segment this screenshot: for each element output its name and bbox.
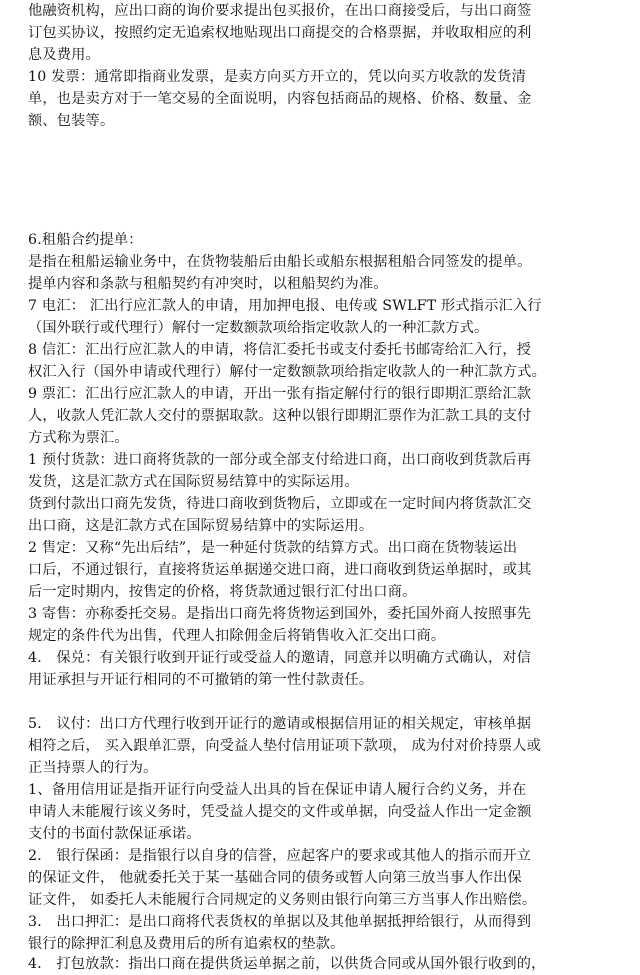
text-line: 是指在租船运输业务中，在货物装船后由船长或船东根据租船合同签发的提单。: [28, 254, 532, 270]
text-line: 相符之后， 买入跟单汇票，向受益人垫付信用证项下款项， 成为付对价持票人或: [28, 738, 541, 754]
text-line: 1、备用信用证是指开证行向受益人出具的旨在保证申请人履行合约义务，并在: [28, 782, 527, 798]
text-line: 7 电汇： 汇出行应汇款人的申请，用加押电报、电传或 SWLFT 形式指示汇入行: [28, 298, 542, 314]
text-line: 正当持票人的行为。: [28, 760, 158, 776]
text-line: 申请人未能履行该义务时，凭受益人提交的文件或单据，向受益人作出一定金额: [28, 804, 532, 820]
text-line: 4． 打包放款：指出口商在提供货运单据之前，以供货合同或从国外银行收到的，: [28, 956, 546, 972]
text-line: 额、包装等。: [28, 113, 115, 129]
text-line: 5． 议付：出口方代理行收到开证行的邀请或根据信用证的相关规定，审核单据: [28, 716, 532, 732]
text-line: 出口商，这是汇款方式在国际贸易结算中的实际运用。: [28, 518, 374, 534]
section-heading: 6.租船合约提单：: [28, 232, 143, 248]
text-line: 发货，这是汇款方式在国际贸易结算中的实际运用。: [28, 474, 359, 490]
text-line: 9 票汇：汇出行应汇款人的申请，开出一张有指定解付行的银行即期汇票给汇款: [28, 386, 532, 402]
text-line: 人，收款人凭汇款人交付的票据取款。这种以银行即期汇票作为汇款工具的支付: [28, 408, 532, 424]
text-line: 8 信汇：汇出行应汇款人的申请，将信汇委托书或支付委托书邮寄给汇入行，授: [28, 342, 532, 358]
text-line: 3 寄售：亦称委托交易。是指出口商先将货物运到国外，委托国外商人按照事先: [28, 606, 532, 622]
text-line: 货到付款出口商先发货，待进口商收到货物后，立即或在一定时间内将货款汇交: [28, 496, 532, 512]
text-line: 后一定时期内，按售定的价格，将货款通过银行汇付出口商。: [28, 584, 417, 600]
text-line: 银行的除押汇利息及费用后的所有追索权的垫款。: [28, 936, 345, 952]
text-line: 他融资机构，应出口商的询价要求提出包买报价，在出口商接受后，与出口商签: [28, 3, 532, 19]
text-line: （国外联行或代理行）解付一定数额款项给指定收款人的一种汇款方式。: [28, 320, 489, 336]
text-line: 单，也是卖方对于一笔交易的全面说明，内容包括商品的规格、价格、数量、金: [28, 91, 532, 107]
text-line: 用证承担与开证行相同的不可撤销的第一性付款责任。: [28, 672, 374, 688]
text-line: 口后，不通过银行，直接将货运单据递交进口商，进口商收到货运单据时，或其: [28, 562, 532, 578]
text-line: 息及费用。: [28, 47, 100, 63]
text-line: 证文件， 如委托人未能履行合同规定的义务则由银行向第三方当事人作出赔偿。: [28, 892, 537, 908]
text-line: 权汇入行（国外申请或代理行）解付一定数额款项给指定收款人的一种汇款方式。: [28, 364, 546, 380]
text-line: 的保证文件， 他就委托关于某一基础合同的债务或暂人向第三放当事人作出保: [28, 870, 522, 886]
text-line: 3． 出口押汇：是出口商将代表货权的单据以及其他单据抵押给银行，从而得到: [28, 914, 532, 930]
text-line: 规定的条件代为出售，代理人扣除佣金后将销售收入汇交出口商。: [28, 628, 446, 644]
text-line: 10 发票：通常即指商业发票，是卖方向买方开立的，凭以向买方收款的发货清: [28, 69, 526, 85]
text-line: 支付的书面付款保证承诺。: [28, 826, 201, 842]
text-line: 提单内容和条款与租船契约有冲突时，以租船契约为准。: [28, 276, 388, 292]
text-line: 2． 银行保函：是指银行以自身的信誉，应起客户的要求或其他人的指示而开立: [28, 848, 532, 864]
text-line: 4． 保兑：有关银行收到开证行或受益人的邀请，同意并以明确方式确认，对信: [28, 650, 532, 666]
text-line: 方式称为票汇。: [28, 430, 129, 446]
text-line: 订包买协议，按照约定无追索权地贴现出口商提交的合格票据，并收取相应的利: [28, 25, 532, 41]
text-line: 2 售定：又称“先出后结”，是一种延付货款的结算方式。出口商在货物装运出: [28, 540, 518, 556]
text-line: 1 预付货款：进口商将货款的一部分或全部支付给进口商，出口商收到货款后再: [28, 452, 532, 468]
